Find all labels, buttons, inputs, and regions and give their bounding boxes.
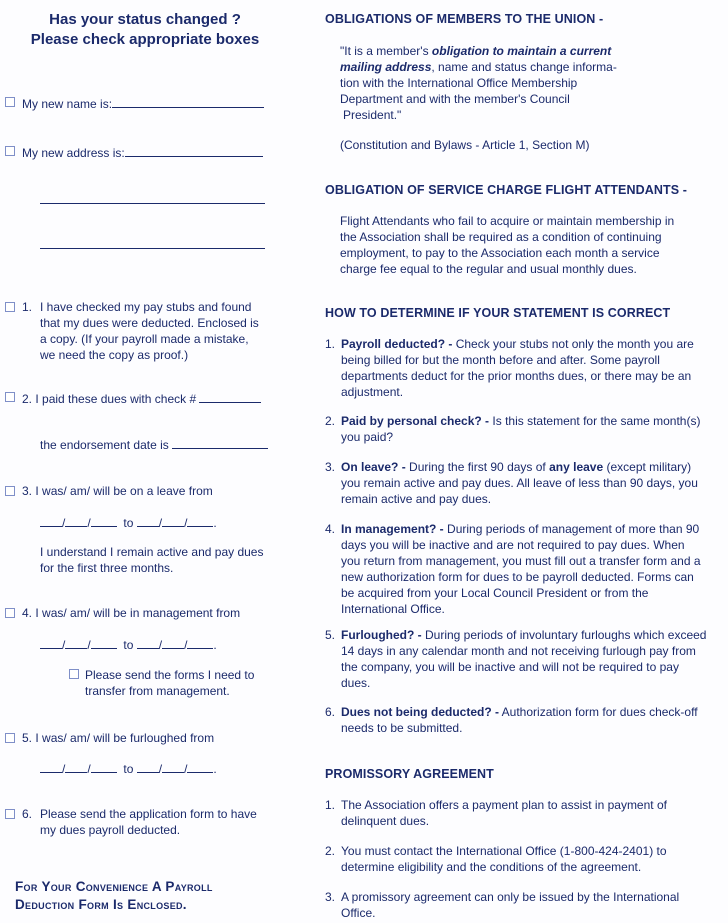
howto-4-l3: you return from management, you must fill out a transfer form and a — [341, 554, 701, 568]
howto-1-l2: being billed for but the month before and after. Some payroll — [341, 353, 660, 367]
leave-from-month[interactable] — [40, 514, 62, 527]
howto-1-l4: adjustment. — [341, 385, 404, 399]
item3 — [22, 483, 213, 499]
howto-5-l2: 14 days in any calendar month and not receiving furlough pay from — [341, 644, 696, 658]
title-line-1: Has your status changed ? — [49, 11, 241, 28]
item6-checkbox[interactable] — [5, 809, 15, 819]
howto-1-l1: Check your stubs not only the month you are — [452, 337, 694, 351]
item2-checkbox[interactable] — [5, 392, 15, 402]
howto-4-l5: be acquired from your Local Council President or from the — [341, 586, 649, 600]
howto-1-l3: departments deduct for the prior months dues, or there may be an — [341, 369, 692, 383]
mgmt-to-year[interactable] — [187, 636, 213, 649]
service-line4: charge fee equal to the regular and usual monthly dues. — [340, 262, 637, 276]
new-name-checkbox[interactable] — [5, 97, 15, 107]
item4 — [22, 605, 240, 621]
howto-6-l1: Authorization form for dues check-off — [499, 705, 698, 719]
promissory-2-l2: determine eligibility and the conditions of the agreement. — [341, 860, 642, 874]
item6-number: 6. — [22, 807, 33, 821]
item2-text: I paid these dues with check # — [35, 392, 197, 406]
howto-2-l2: you paid? — [341, 430, 394, 444]
item6 — [22, 806, 282, 838]
item2 — [22, 390, 261, 407]
promissory-1-l2: delinquent dues. — [341, 814, 430, 828]
address-line-2[interactable] — [40, 203, 265, 204]
left-title — [0, 10, 290, 50]
howto-5-l4: dues. — [341, 676, 371, 690]
management-dates-row: / / to / / . — [40, 636, 217, 653]
furlough-to-month[interactable] — [137, 760, 159, 773]
item6-line1: Please send the application form to have — [40, 807, 257, 821]
howto-3-l1a: During the first 90 days of — [405, 460, 550, 474]
obligations-heading: OBLIGATIONS OF MEMBERS TO THE UNION - — [325, 12, 604, 26]
promissory-1-number: 1. — [325, 798, 336, 812]
service-line1: Flight Attendants who fail to acquire or maintain membership in — [340, 214, 675, 228]
check-number-field[interactable] — [199, 390, 261, 403]
item1 — [22, 299, 282, 363]
leave-from-year[interactable] — [91, 514, 117, 527]
item1-line4: we need the copy as proof.) — [40, 348, 189, 362]
howto-item-5 — [325, 627, 725, 691]
new-address-label: My new address is: — [22, 146, 125, 160]
howto-2-number: 2. — [325, 414, 336, 428]
new-name-field[interactable] — [112, 95, 264, 108]
promissory-3-number: 3. — [325, 890, 336, 904]
howto-2-l1: Is this statement for the same month(s) — [489, 414, 701, 428]
endorse-row — [40, 436, 268, 453]
item5 — [22, 730, 214, 746]
furlough-to-year[interactable] — [187, 760, 213, 773]
promissory-heading: PROMISSORY AGREEMENT — [325, 767, 494, 781]
constitution-reference: (Constitution and Bylaws - Article 1, Section M) — [340, 138, 590, 152]
item5-number: 5. — [22, 731, 33, 745]
quote-line5: President." — [343, 108, 402, 122]
item4-text: I was/ am/ will be in management from — [35, 606, 241, 620]
howto-5-number: 5. — [325, 628, 336, 642]
promissory-item-1 — [325, 797, 725, 829]
item1-number: 1. — [22, 300, 33, 314]
howto-4-bold: In management? - — [341, 522, 444, 536]
leave-note — [40, 544, 263, 576]
howto-4-l2: days you will be inactive and are not required to pay dues. When — [341, 538, 685, 552]
transfer-forms-line1: Please send the forms I need to — [85, 668, 255, 682]
endorsement-date-field[interactable] — [172, 436, 268, 449]
new-name-row — [22, 95, 264, 112]
howto-3-number: 3. — [325, 460, 336, 474]
promissory-item-3 — [325, 889, 725, 921]
leave-dates-row: / / to / / . — [40, 514, 217, 531]
notice-line1: For Your Convenience A Payroll — [15, 879, 213, 894]
mgmt-from-year[interactable] — [91, 636, 117, 649]
promissory-3-l1: A promissory agreement can only be issued by the International — [341, 890, 680, 904]
promissory-item-2 — [325, 843, 725, 875]
leave-to-month[interactable] — [137, 514, 159, 527]
howto-6-l2: needs to be submitted. — [341, 721, 463, 735]
member-quote — [340, 43, 617, 123]
howto-item-4 — [325, 521, 725, 617]
howto-4-l1: During periods of management of more than 90 — [443, 522, 700, 536]
furlough-from-day[interactable] — [65, 760, 87, 773]
howto-5-l3: the company, you will be inactive and will not be required to pay — [341, 660, 679, 674]
new-address-row — [22, 144, 263, 161]
leave-from-day[interactable] — [65, 514, 87, 527]
howto-item-3 — [325, 459, 728, 507]
howto-3-l2: you remain active and pay dues. All leave of less than 90 days, you — [341, 476, 698, 490]
item1-line2: that my dues were deducted. Enclosed is — [40, 316, 259, 330]
howto-5-bold: Furloughed? - — [341, 628, 422, 642]
item4-number: 4. — [22, 606, 33, 620]
mgmt-to-month[interactable] — [137, 636, 159, 649]
howto-item-6 — [325, 704, 725, 736]
quote-line3: tion with the International Office Membership — [340, 76, 578, 90]
furlough-to-label: to — [123, 762, 134, 776]
howto-item-2 — [325, 413, 725, 445]
transfer-forms-checkbox[interactable] — [69, 669, 79, 679]
howto-4-number: 4. — [325, 522, 336, 536]
item2-number: 2. — [22, 392, 33, 406]
leave-note-line2: for the first three months. — [40, 561, 174, 575]
item1-line3: a copy. (If your payroll made a mistake, — [40, 332, 249, 346]
mgmt-from-month[interactable] — [40, 636, 62, 649]
howto-4-l4: new authorization form for dues to be payroll deducted. Forms can — [341, 570, 694, 584]
item3-number: 3. — [22, 484, 33, 498]
howto-2-bold: Paid by personal check? - — [341, 414, 490, 428]
promissory-2-number: 2. — [325, 844, 336, 858]
howto-4-l6: International Office. — [341, 602, 445, 616]
item5-text: I was/ am/ will be furloughed from — [35, 731, 215, 745]
notice-line2: Deduction Form Is Enclosed. — [15, 897, 187, 912]
howto-3-bold: On leave? - — [341, 460, 406, 474]
service-line3: employment, to pay to the Association each month a service — [340, 246, 660, 260]
howto-6-bold: Dues not being deducted? - — [341, 705, 499, 719]
address-line-3[interactable] — [40, 248, 265, 249]
item6-line2: my dues payroll deducted. — [40, 823, 181, 837]
item3-checkbox[interactable] — [5, 486, 15, 496]
howto-3-bold2: any leave — [549, 460, 604, 474]
howto-heading: HOW TO DETERMINE IF YOUR STATEMENT IS CORRECT — [325, 306, 671, 320]
mgmt-from-day[interactable] — [65, 636, 87, 649]
item1-checkbox[interactable] — [5, 302, 15, 312]
furlough-dates-row: / / to / / . — [40, 760, 217, 777]
service-charge-heading: OBLIGATION OF SERVICE CHARGE FLIGHT ATTENDANTS - — [325, 183, 687, 197]
new-name-label: My new name is: — [22, 97, 113, 111]
new-address-checkbox[interactable] — [5, 146, 15, 156]
furlough-from-year[interactable] — [91, 760, 117, 773]
howto-5-l1: During periods of involuntary furloughs which exceed — [421, 628, 707, 642]
howto-3-l3: remain active and pay dues. — [341, 492, 492, 506]
leave-to-day[interactable] — [162, 514, 184, 527]
promissory-3-l2: Office. — [341, 906, 376, 920]
howto-3-l1b: (except military) — [603, 460, 692, 474]
title-line-2: Please check appropriate boxes — [30, 31, 260, 48]
transfer-forms-line2: transfer from management. — [85, 684, 230, 698]
item1-line1: I have checked my pay stubs and found — [40, 300, 252, 314]
leave-to-label: to — [123, 516, 134, 530]
item5-checkbox[interactable] — [5, 733, 15, 743]
howto-1-bold: Payroll deducted? - — [341, 337, 453, 351]
quote-bold-1: obligation to maintain a current — [431, 44, 612, 58]
item4-checkbox[interactable] — [5, 608, 15, 618]
quote-rest-1: , name and status change informa- — [431, 60, 617, 74]
service-line2: the Association shall be required as a condition of continuing — [340, 230, 662, 244]
mgmt-to-day[interactable] — [162, 636, 184, 649]
howto-item-1 — [325, 336, 725, 400]
endorse-label: the endorsement date is — [40, 438, 169, 452]
leave-note-line1: I understand I remain active and pay dues — [40, 545, 264, 559]
howto-1-number: 1. — [325, 337, 336, 351]
quote-line4: Department and with the member's Council — [340, 92, 570, 106]
quote-open: "It is a member's — [340, 44, 432, 58]
furlough-to-day[interactable] — [162, 760, 184, 773]
leave-to-year[interactable] — [187, 514, 213, 527]
item3-text: I was/ am/ will be on a leave from — [35, 484, 213, 498]
promissory-2-l1: You must contact the International Office (1-800-424-2401) to — [341, 844, 667, 858]
mgmt-to-label: to — [123, 638, 134, 652]
payroll-form-notice — [15, 878, 213, 914]
service-charge-text — [340, 213, 674, 277]
furlough-from-month[interactable] — [40, 760, 62, 773]
transfer-forms — [85, 667, 254, 699]
promissory-1-l1: The Association offers a payment plan to assist in payment of — [341, 798, 667, 812]
quote-bold-2: mailing address — [340, 60, 432, 74]
howto-6-number: 6. — [325, 705, 336, 719]
new-address-field[interactable] — [125, 144, 263, 157]
